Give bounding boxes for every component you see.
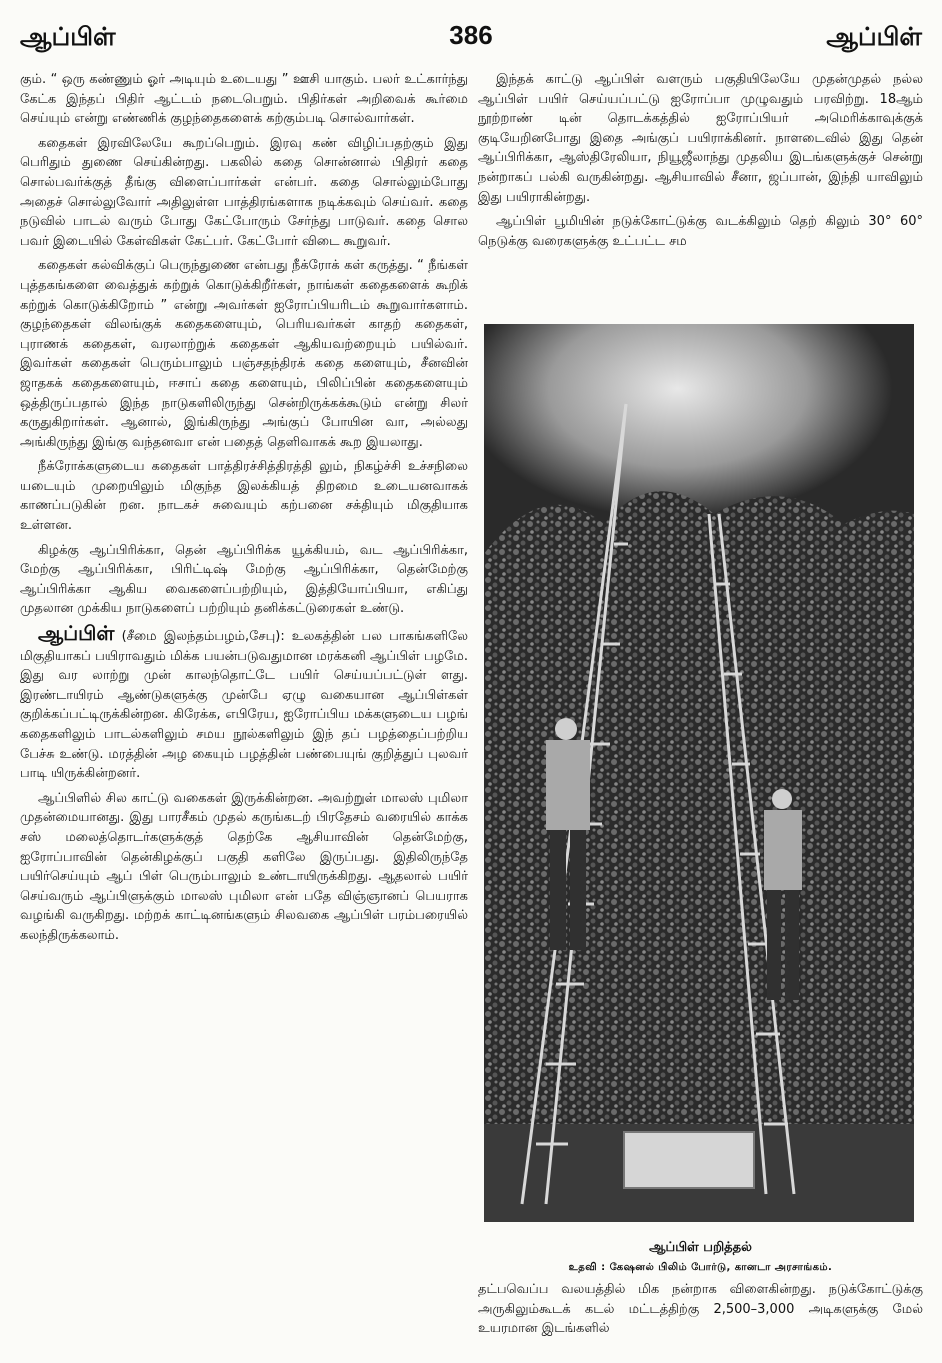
paragraph: ஆப்பிளில் சில காட்டு வகைகள் இருக்கின்றன. அவற்றுள் மாலஸ் புமிலா முதன்மையானது. இது பாரசீகம் முதல் கருங்கடற் பிரதேசம் வரையில் காக்க சஸ் மலைத்தொடர்களுக்குத் தெற்கே ஆசியாவின் தென்மேற்கு, ஐரோப்பாவின் தென்கிழக்குப் பகுதி களிலே இருப்பது. இதிலிருந்தே பயிர்செய்யும் ஆப் பிள் பெரும்பாலும் உண்டாயிருக்கிறது. ஆதலால் பயிர் செய்வரும் ஆப்பிளுக்கும் மாலஸ் புமிலா என் பதே விஞ்ஞானப் பெயராக வழங்கி வருகிறது. மற்றக் காட்டினங்களும் சிலவகை ஆப்பிள் பரம்பரையில் கலந்திருக்கலாம்.: [20, 790, 468, 943]
entry-paragraph: [20, 621, 468, 784]
paragraph: நீக்ரோக்களுடைய கதைகள் பாத்திரச்சித்திரத்தி லும், நிகழ்ச்சி உச்சநிலை யடையும் முறையிலும் மிகுந்த இலக்கியத் திறமை உடையனவாகக் காணப்படுகின் றன. நாடகச் சுவையும் கற்பனை சக்தியும் மிகுதியாக உள்ளன.: [20, 459, 468, 534]
entry-headword: ஆப்பிள்: [38, 621, 115, 646]
right-column: [478, 70, 923, 256]
page-header: [0, 18, 942, 58]
figure-caption: ஆப்பிள் பறித்தல்: [649, 1240, 752, 1255]
figure-credit: உதவி : கேஷனல் பிலிம் போர்டு, கானடா அரசாங்கம்.: [568, 1262, 833, 1273]
right-column-continued: [478, 1280, 923, 1344]
paragraph: தட்பவெப்ப வலயத்தில் மிக நன்றாக விளைகின்றது. நடுக்கோட்டுக்கு அருகிலும்கூடக் கடல் மட்டத்திற்கு 2,500–3,000 அடிகளுக்கு மேல் உயரமான இடங்களில்: [478, 1282, 923, 1337]
entry-text: (சீமை இலந்தம்பழம்,சேபு): உலகத்தின் பல பாகங்களிலே மிகுதியாகப் பயிராவதும் மிக்க பயன்படுவதுமான மரக்கனி ஆப்பிள் பழமே. இது வர லாற்று முன் காலந்தொட்டே பயிர் செய்யப்பட்டுள் ளது. இரண்டாயிரம் ஆண்டுகளுக்கு முன்பே ஏழு வகையான ஆப்பிள்கள் குறிக்கப்பட்டிருக்கின்றன. கிரேக்க, எபிரேய, ஐரோப்பிய மக்களுடைய பழங் கதைகளிலும் பாடல்களிலும் சமய நூல்களிலும் இந் தப் பழத்தைப்பற்றிய பேச்சு உண்டு. மரத்தின் அழ கையும் பழத்தின் பண்பையுங் குறித்துப் புலவர் பாடி யிருக்கின்றனர்.: [20, 629, 468, 782]
left-column: [20, 70, 468, 951]
paragraph: கிழக்கு ஆப்பிரிக்கா, தென் ஆப்பிரிக்க யூக்கியம், வட ஆப்பிரிக்கா, மேற்கு ஆப்பிரிக்கா, பிரிட்டிஷ் மேற்கு ஆப்பிரிக்கா, தென்மேற்கு ஆப்பிரிக்கா ஆகிய வைகளைப்பற்றியும், இத்தியோப்பியா, எகிப்து முதலான முக்கிய நாடுகளைப் பற்றியும் தனிக்கட்டுரைகள் உண்டு.: [20, 542, 468, 617]
paragraph: கதைகள் இரவிலேயே கூறப்பெறும். இரவு கண் விழிப்பதற்கும் இது பெரிதும் துணை செய்கின்றது. பகலில் கதை சொன்னால் பிதிரர் கதை சொல்பவர்க்குத் தீங்கு விளைப்பார்கள் என்பர். கதை சொல்லும்போது அதைச் சொல்லுவோர் அதிலுள்ள பாத்திரங்களாக நடிக்கவும் செய்வர். கதை நடுவில் பாடல் வரும் போது கேட்போரும் சேர்ந்து பாடுவர். கதை சொல பவர் இடையில் கேள்விகள் கேட்பர். கேட்போர் விடை கூறுவர்.: [20, 135, 468, 249]
header-right-title: ஆப்பிள்: [826, 22, 922, 51]
paragraph: கும். “ ஒரு கண்ணும் ஓர் அடியும் உடையது ” ஊசி யாகும். பலர் உட்கார்ந்து கேட்க இந்தப் பிதிர் ஆட்டம் நடைபெறும். பிதிர்கள் அறிவைக் கூர்மை செய்யும் என்று எண்ணிக் குழந்தைகளைக் கற்கும்படி சொல்வார்கள்.: [20, 72, 468, 127]
photo-illustration: [484, 324, 914, 1222]
paragraph: கதைகள் கல்விக்குப் பெருந்துணை என்பது நீக்ரோக் கள் கருத்து. “ நீங்கள் புத்தகங்களை வைத்துக் கற்றுக் கொடுக்கிறீர்கள், நாங்கள் கதைகளைக் கூறிக் கற்றுக் கொடுக்கிறோம் ” என்று அவர்கள் ஐரோப்பியரிடம் கூறுவார்களாம். குழந்தைகள் விலங்குக் கதைகளையும், பெரியவர்கள் காதற் கதைகள், புராணக் கதைகள், வரலாற்றுக் கதைகள் ஆகியவற்றையும் பயில்வர். இவர்கள் கதைகள் பெரும்பாலும் பஞ்சதந்திரக் கதை களையும், சீனவின் ஜாதகக் கதைகளையும், ஈசாப் கதை களையும், பிலிப்பின் கதைகளையும் ஒத்திருப்பதால் இந்த நாடுகளிலிருந்து சென்றிருக்கக்கூடும் என்று சிலர் கருதுகிறார்கள். ஆனால், இங்கிருந்து அங்குப் போயின வா, அல்லது அங்கிருந்து இங்கு வந்தனவா என் பதைத் தெளிவாகக் கூற இயலாது.: [20, 258, 468, 450]
paragraph: இந்தக் காட்டு ஆப்பிள் வளரும் பகுதியிலேயே முதன்முதல் நல்ல ஆப்பிள் பயிர் செய்யப்பட்டு ஐரோப்பா முழுவதும் பரவிற்று. 18ஆம் நூற்றாண் டின் தொடக்கத்தில் ஐரோப்பியர் அமெரிக்காவுக்குக் குடியேறினபோது இதை அங்குப் பயிராக்கினர். நாளடைவில் இது தென் ஆப்பிரிக்கா, ஆஸ்திரேலியா, நியூஜீலாந்து முதலிய இடங்களுக்குச் சென்று நன்றாகப் பல்கி வருகின்றது. ஆசியாவில் சீனா, ஜப்பான், இந்தி யாவிலும் இது பயிராகின்றது.: [478, 72, 923, 205]
fruit-crate: [624, 1132, 754, 1188]
paragraph: ஆப்பிள் பூமியின் நடுக்கோட்டுக்கு வடக்கிலும் தெற் கிலும் 30° 60° நெடுக்கு வரைகளுக்கு உட்பட்ட சம: [478, 214, 923, 249]
page-number: 386: [449, 20, 493, 50]
header-left-title: ஆப்பிள்: [20, 22, 116, 51]
tree-foliage: [484, 491, 914, 1222]
apple-picking-photo: [484, 324, 914, 1222]
